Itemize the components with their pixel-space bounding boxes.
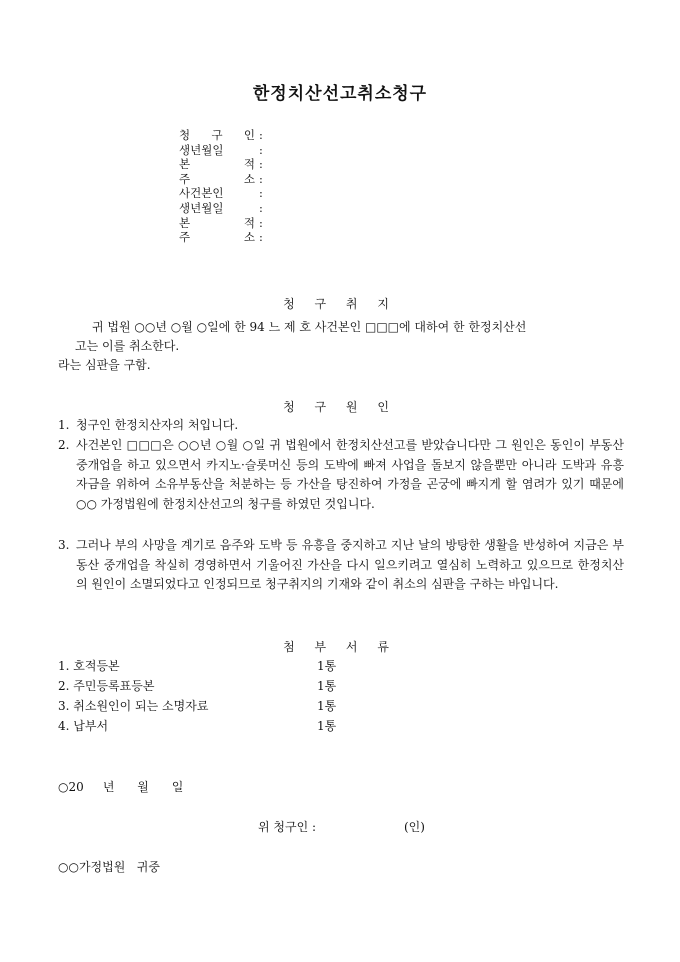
- attachment-item: 2. 주민등록표등본 1통: [58, 679, 337, 693]
- attachment-item: 1. 호적등본 1통: [58, 659, 337, 673]
- signature-label: 위 청구인 :: [258, 820, 317, 834]
- field-claimant: 청 구 인 :: [179, 128, 263, 142]
- field-principal-domicile: 본 적 :: [179, 215, 263, 230]
- purpose-line-2: 고는 이를 취소한다.: [75, 339, 180, 353]
- field-claimant-birthdate: 생년월일 :: [179, 142, 263, 157]
- cause-item: 1. 청구인 한정치산자의 처입니다.: [58, 418, 239, 432]
- field-principal-address: 주 소 :: [179, 230, 263, 245]
- party-info-block: [179, 128, 263, 245]
- document-title: 한정치산선고취소청구: [252, 84, 428, 104]
- seal-mark: (인): [404, 820, 425, 834]
- attachment-item: 3. 취소원인이 되는 소명자료 1통: [58, 699, 337, 713]
- cause-item: 2. 사건본인 □□□은 ○○년 ○월 ○일 귀 법원에서 한정치산선고를 받았습니다만 그 원인은 동인이 부동산중개업을 하고 있으면서 카지노·슬롯머신 등의 도박에 빠져 사업을 돌보지 않을뿐만 아니라 도박과 유흥자금을 위하여 소유부동산을 처분하는 등 가산을 탕진하여 가정을 곤궁에 빠지게 할 염려가 있기 때문에 ○○ 가정법원에 한정치산선고의 청구를 하였던 것입니다.: [58, 438, 624, 511]
- attachment-item: 4. 납부서 1통: [58, 719, 337, 733]
- field-claimant-address: 주 소 :: [179, 171, 263, 186]
- field-principal: 사건본인 :: [179, 186, 263, 201]
- field-principal-birthdate: 생년월일 :: [179, 200, 263, 215]
- cause-item: 3. 그러나 부의 사망을 계기로 음주와 도박 등 유흥을 중지하고 지난 날의 방탕한 생활을 반성하여 지금은 부동산 중개업을 착실히 경영하면서 기울어진 가산을 다시 일으키려고 열심히 노력하고 있으므로 한정치산의 원인이 소멸되었다고 인정되므로 청구취지의 기재와 같이 취소의 심판을 구하는 바입니다.: [58, 538, 624, 591]
- court-addressee: ○○가정법원 귀중: [58, 860, 160, 874]
- purpose-heading: 청 구 취 지: [283, 297, 397, 311]
- purpose-line-3: 라는 심판을 구함.: [58, 358, 151, 372]
- date-line: ○20 년 월 일: [58, 780, 184, 794]
- cause-heading: 청 구 원 인: [283, 400, 397, 414]
- field-claimant-domicile: 본 적 :: [179, 157, 263, 172]
- purpose-line-1: 귀 법원 ○○년 ○월 ○일에 한 94 느 제 호 사건본인 □□□에 대하여 한 한정치산선: [92, 320, 527, 334]
- attachments-heading: 첨 부 서 류: [283, 640, 397, 654]
